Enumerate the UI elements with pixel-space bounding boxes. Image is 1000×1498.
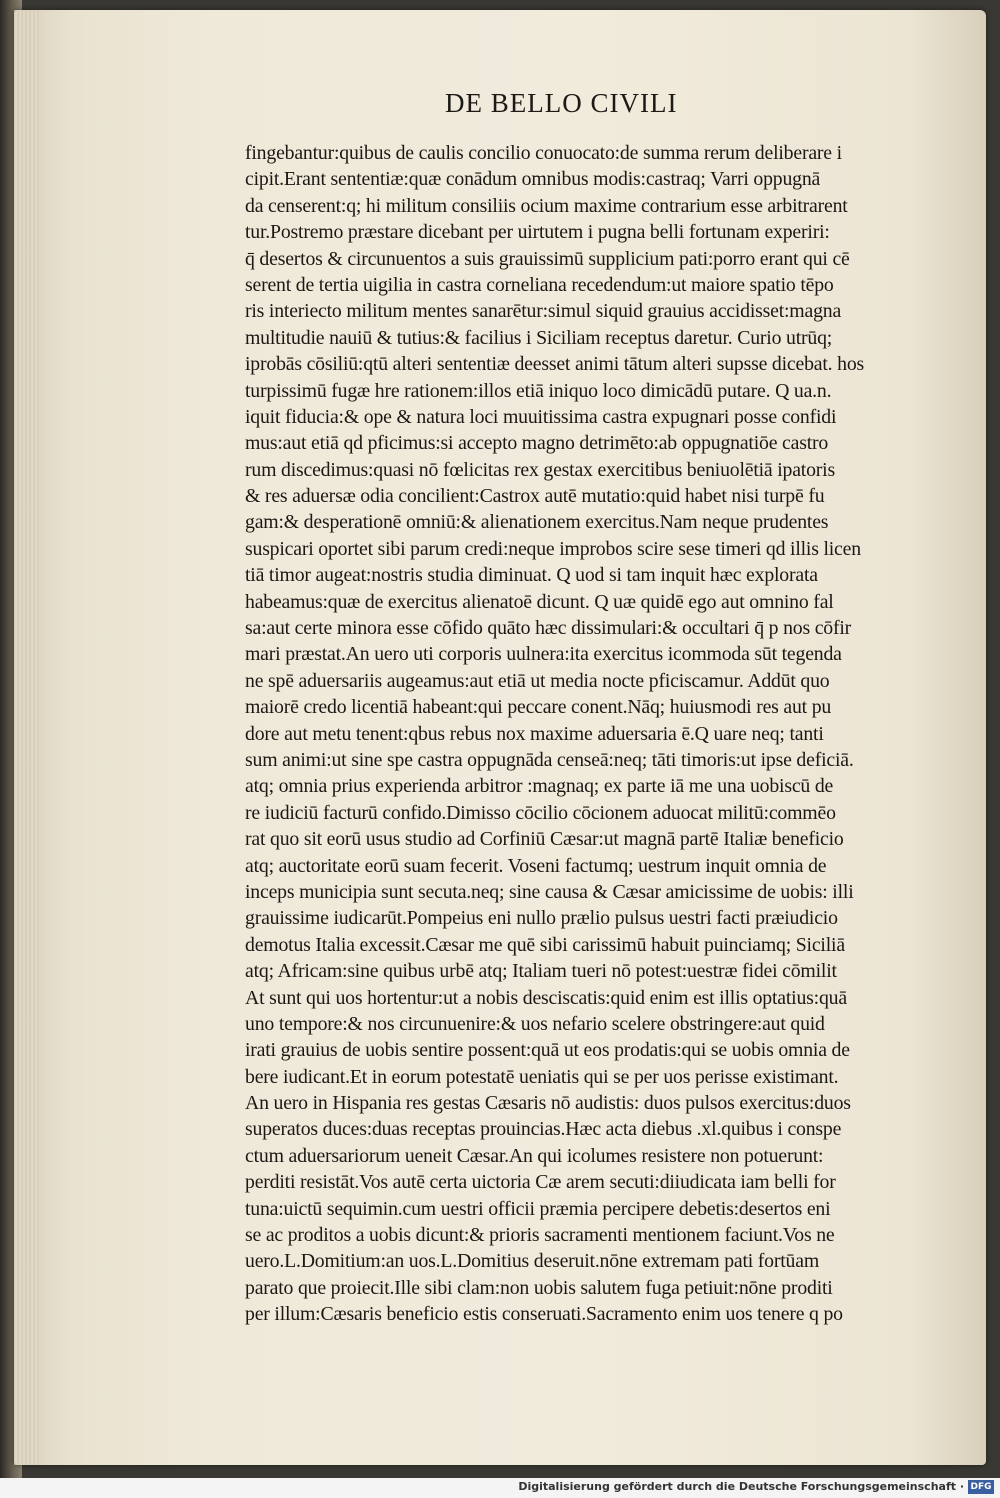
text-line: suspicari oportet sibi parum credi:neque improbos scire sese timeri qd illis licen	[245, 537, 861, 560]
text-line: demotus Italia excessit.Cæsar me quē sibi carissimū habuit puinciamq; Siciliā	[245, 933, 845, 956]
text-line: per illum:Cæsaris beneficio estis conseruati.Sacramento enim uos tenere q po	[245, 1303, 843, 1326]
text-line: An uero in Hispania res gestas Cæsaris nō audistis: duos pulsos exercitus:duos	[245, 1092, 851, 1115]
text-line: atq; auctoritate eorū suam fecerit. Voseni factumq; uestrum inquit omnia de	[245, 854, 827, 877]
text-line: q̄ desertos & circunuentos a suis grauissimū supplicium pati:porro erant qui cē	[245, 247, 850, 270]
text-line: serent de tertia uigilia in castra corneliana recedendum:ut maiore spatio tēpo	[245, 273, 834, 296]
text-line: iprobās cōsiliū:qtū alteri sententiæ deesset animi tātum alteri supsse dicebat. hos	[245, 353, 865, 376]
text-line: sa:aut certe minora esse cōfido quāto hæc dissimulari:& occultari q̄ p nos cōfir	[245, 617, 852, 640]
text-line: irati grauius de uobis sentire possent:quā ut eos prodatis:qui se uobis omnia de	[245, 1039, 850, 1062]
text-line: At sunt qui uos hortentur:ut a nobis desciscatis:quid enim est illis optatius:quā	[245, 986, 847, 1009]
footer-credit: Digitalisierung gefördert durch die Deutsche Forschungsgemeinschaft ·	[518, 1480, 964, 1493]
text-line: uero.L.Domitium:an uos.L.Domitius deseruit.nōne extremam pati fortūam	[245, 1250, 820, 1273]
running-head: DE BELLO CIVILI	[445, 88, 678, 118]
text-line: iquit fiducia:& ope & natura loci muuitissima castra expugnari posse confidi	[245, 405, 837, 428]
text-block	[245, 140, 915, 1328]
text-line: perditi resistāt.Vos autē certa uictoria Cæ arem secuti:diiudicata iam belli for	[245, 1171, 836, 1194]
text-line: multitudie nauiū & tutius:& facilius i Siciliam receptus daretur. Curio utrūq;	[245, 326, 833, 349]
text-line: re iudiciū facturū confido.Dimisso cōcilio cōcionem aduocat militū:commēo	[245, 801, 836, 824]
text-line: bere iudicant.Et in eorum potestatē ueniatis qui se per uos perisse existimant.	[245, 1065, 839, 1088]
text-line: fingebantur:quibus de caulis concilio conuocato:de summa rerum deliberare i	[245, 142, 842, 164]
text-line: sum animi:ut sine spe castra oppugnāda censeā:neq; tāti timoris:ut ipse deficiā.	[245, 748, 854, 771]
text-line: rat quo sit eorū usus studio ad Corfiniū Cæsar:ut magnā partē Italiæ beneficio	[245, 828, 844, 851]
text-line: superatos duces:duas receptas prouincias.Hæc acta diebus .xl.quibus i conspe	[245, 1118, 842, 1141]
text-line: maiorē credo licentiā habeant:qui peccare conent.Nāq; huiusmodi res aut pu	[245, 696, 832, 719]
text-line: ctum aduersariorum ueneit Cæsar.An qui icolumes resistere non potuerunt:	[245, 1144, 824, 1167]
text-line: habeamus:quæ de exercitus alienatoē dicunt. Q uæ quidē ego aut omnino fal	[245, 590, 834, 613]
text-line: ris interiecto militum mentes sanarētur:simul siquid grauius accidisset:magna	[245, 300, 842, 323]
text-line: tur.Postremo præstare dicebant per uirtutem i pugna belli fortunam experiri:	[245, 221, 830, 244]
text-line: dore aut metu tenent:qbus rebus nox maxime aduersaria ē.Q uare neq; tanti	[245, 722, 824, 745]
dfg-logo: DFG	[968, 1480, 994, 1494]
text-line: inceps municipia sunt secuta.neq; sine causa & Cæsar amicissime de uobis: illi	[245, 880, 854, 903]
text-line: tiā timor augeat:nostris studia diminuat. Q uod si tam inquit hæc explorata	[245, 564, 818, 587]
text-line: gam:& desperationē omniū:& alienationem exercitus.Nam neque prudentes	[245, 511, 829, 534]
text-line: turpissimū fugæ hre rationem:illos etiā iniquo loco dimicādū putare. Q ua.n.	[245, 379, 832, 402]
text-line: parato que proiecit.Ille sibi clam:non uobis salutem fuga petiuit:nōne proditi	[245, 1276, 833, 1299]
text-line: atq; Africam:sine quibus urbē atq; Italiam tueri nō potest:uestræ fidei cōmilit	[245, 960, 837, 983]
text-line: atq; omnia prius experienda arbitror :magnaq; ex parte iā me una uobiscū de	[245, 775, 834, 798]
text-line: uno tempore:& nos circunuenire:& uos nefario scelere obstringere:aut quid	[245, 1012, 825, 1035]
text-line: mus:aut etiā qd pficimus:si accepto magno detrimēto:ab oppugnatiōe castro	[245, 432, 829, 455]
text-line: cipit.Erant sententiæ:quæ conādum omnibus modis:castraq; Varri oppugnā	[245, 168, 821, 191]
text-line: tuna:uictū sequimin.cum uestri officii præmia percipere debetis:desertos eni	[245, 1197, 831, 1220]
page-edges	[14, 10, 42, 1465]
text-line: se ac proditos a uobis dicunt:& prioris sacramenti mentionem faciunt.Vos ne	[245, 1224, 835, 1247]
text-line: mari præstat.An uero uti corporis uulnera:ita exercitus icommoda sūt tegenda	[245, 643, 842, 666]
text-line: da censerent:q; hi militum consiliis ocium maxime contrarium esse arbitrarent	[245, 194, 848, 217]
text-line: rum discedimus:quasi nō fœlicitas rex gestax exercitibus beniuolētiā ipatoris	[245, 458, 835, 481]
text-line: grauissime iudicarūt.Pompeius eni nullo prælio pulsus uestri facti præiudicio	[245, 907, 838, 930]
text-line: ne spē aduersariis augeamus:aut etiā ut media nocte pficiscamur. Addūt quo	[245, 669, 830, 692]
text-line: & res aduersæ odia concilient:Castrox autē mutatio:quid habet nisi turpē fu	[245, 485, 825, 508]
